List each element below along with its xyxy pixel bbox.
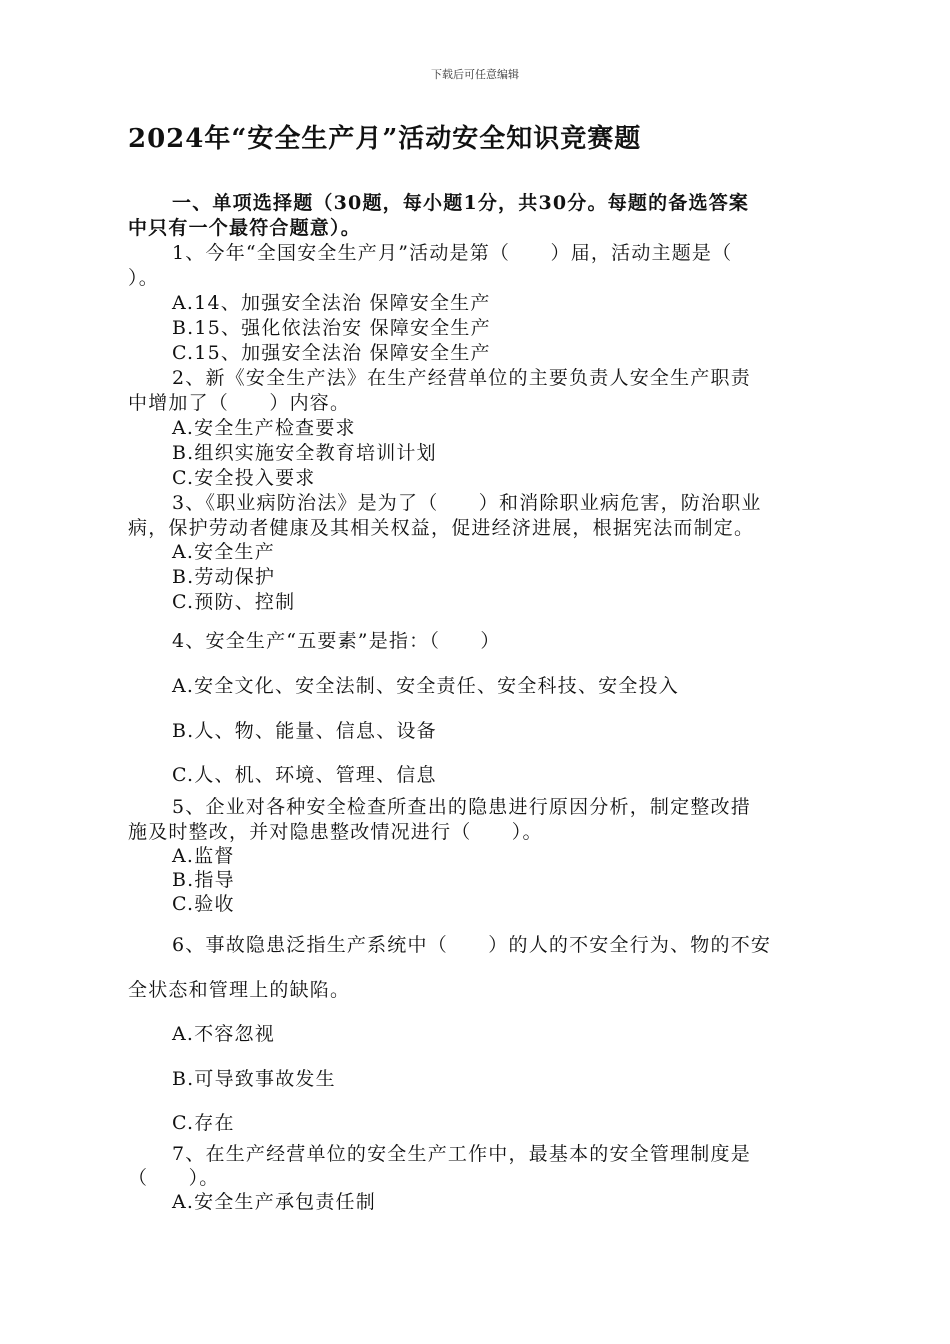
option-1c: C.15、加强安全法治 保障安全生产 [172, 342, 491, 364]
question-3-cont: 病，保护劳动者健康及其相关权益，促进经济进展，根据宪法而制定。 [128, 517, 755, 539]
option-2c: C.安全投入要求 [172, 467, 316, 489]
option-3c: C.预防、控制 [172, 591, 296, 613]
option-6a: A.不容忽视 [172, 1023, 275, 1045]
page-header: 下载后可任意编辑 [431, 68, 519, 81]
question-5-cont: 施及时整改，并对隐患整改情况进行（ ）。 [128, 821, 543, 843]
question-3: 3、《职业病防治法》是为了（ ）和消除职业病危害，防治职业 [172, 492, 762, 514]
option-3a: A.安全生产 [172, 541, 275, 563]
option-3b: B.劳动保护 [172, 566, 276, 588]
option-5c: C.验收 [172, 893, 235, 915]
option-5a: A.监督 [172, 845, 235, 867]
option-5b: B.指导 [172, 869, 235, 891]
question-7-cont: （ ）。 [128, 1167, 220, 1189]
option-4c: C.人、机、环境、管理、信息 [172, 764, 437, 786]
option-4b: B.人、物、能量、信息、设备 [172, 720, 437, 742]
question-2-cont: 中增加了（ ）内容。 [128, 392, 351, 414]
option-1a: A.14、加强安全法治 保障安全生产 [172, 292, 491, 314]
question-6: 6、事故隐患泛指生产系统中（ ）的人的不安全行为、物的不安 [172, 934, 772, 956]
option-6b: B.可导致事故发生 [172, 1068, 336, 1090]
question-1-cont: ）。 [128, 267, 159, 289]
option-4a: A.安全文化、安全法制、安全责任、安全科技、安全投入 [172, 675, 679, 697]
question-2: 2、新《安全生产法》在生产经营单位的主要负责人安全生产职责 [172, 367, 751, 389]
document-title: 2024年“安全生产月”活动安全知识竞赛题 [128, 124, 642, 154]
option-2b: B.组织实施安全教育培训计划 [172, 442, 437, 464]
section-heading: 一、单项选择题（30题，每小题1分，共30分。每题的备选答案 [172, 192, 750, 214]
question-4: 4、安全生产“五要素”是指：（ ） [172, 630, 501, 652]
option-1b: B.15、强化依法治安 保障安全生产 [172, 317, 491, 339]
option-7a: A.安全生产承包责任制 [172, 1191, 376, 1213]
question-1: 1、今年“全国安全生产月”活动是第（ ）届，活动主题是（ [172, 242, 733, 264]
option-2a: A.安全生产检查要求 [172, 417, 356, 439]
question-7: 7、在生产经营单位的安全生产工作中，最基本的安全管理制度是 [172, 1143, 751, 1165]
question-5: 5、企业对各种安全检查所查出的隐患进行原因分析，制定整改措 [172, 796, 751, 818]
question-6-cont: 全状态和管理上的缺陷。 [128, 979, 351, 1001]
option-6c: C.存在 [172, 1112, 235, 1134]
section-heading-cont: 中只有一个最符合题意）。 [128, 217, 361, 239]
